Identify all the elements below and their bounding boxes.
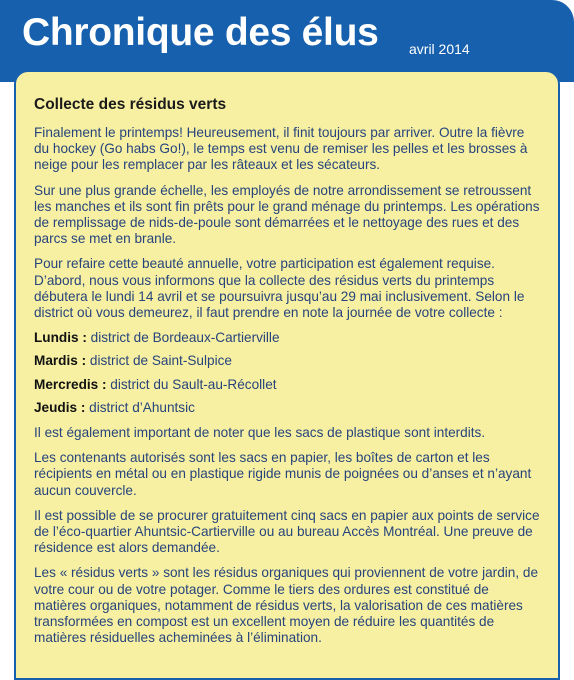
article-heading: Collecte des résidus verts (34, 96, 227, 113)
article-content (34, 96, 542, 655)
paragraph-free-bags: Il est possible de se procurer gratuitement cinq sacs en papier aux points de service de l’éco-quartier Ahuntsic-Cartierville ou au bureau Accès Montréal. Une preuve de résidence est alors demandée. (34, 507, 540, 556)
schedule-district: district de Saint-Sulpice (86, 353, 232, 369)
schedule-day: Mercredis : (34, 376, 107, 392)
schedule-item (34, 377, 542, 393)
schedule-item (34, 330, 542, 346)
paragraph-intro: Finalement le printemps! Heureusement, il finit toujours par arriver. Outre la fièvre du hockey (Go habs Go!), le temps est venu de remiser les pelles et les brosses à neige pour les remplacer par les râteaux et les sécateurs. (34, 125, 528, 173)
paragraph-green-waste: Les « résidus verts » sont les résidus organiques qui proviennent de votre jardin, de votre cour ou de votre potager. Comme le tiers des ordures est constitué de matières organiques, notamment de résidus verts, la valorisation de ces matières transformées en compost est un excellent moyen de réduire les quantités de matières résiduelles acheminées à l’élimination. (34, 565, 539, 646)
schedule-district: district de Bordeaux-Cartierville (86, 330, 280, 346)
paragraph-containers: Les contenants autorisés sont les sacs en papier, les boîtes de carton et les récipients en métal ou en plastique rigide munis de poignées ou d’anses et n’ayant aucun couvercle. (34, 450, 532, 498)
schedule-day: Mardis : (34, 353, 87, 369)
schedule-day: Jeudis : (34, 399, 86, 415)
page-title: Chronique des élus (22, 11, 379, 54)
paragraph-employees: Sur une plus grande échelle, les employés de notre arrondissement se retroussent les manches et ils sont fin prêts pour le grand ménage du printemps. Les opérations de remplissage de nids-de-poule sont démarrées et le nettoyage des rues et des parcs se met en branle. (34, 182, 540, 247)
paragraph-collection-dates: Pour refaire cette beauté annuelle, votre participation est également requise. D’abord, nous vous informons que la collecte des résidus verts du printemps débutera le lundi 14 avril et se poursuivra jusqu’au 29 mai inclusivement. Selon le district où vous demeurez, il faut prendre en note la journée de votre collecte : (34, 256, 525, 321)
schedule-district: district d’Ahuntsic (85, 399, 195, 415)
schedule-day: Lundis : (34, 330, 87, 346)
issue-date: avril 2014 (409, 41, 470, 57)
paragraph-plastic-bags: Il est également important de noter que les sacs de plastique sont interdits. (34, 425, 486, 441)
schedule-item (34, 353, 542, 369)
schedule-district: district du Sault-au-Récollet (106, 376, 277, 392)
schedule-item (34, 400, 542, 416)
